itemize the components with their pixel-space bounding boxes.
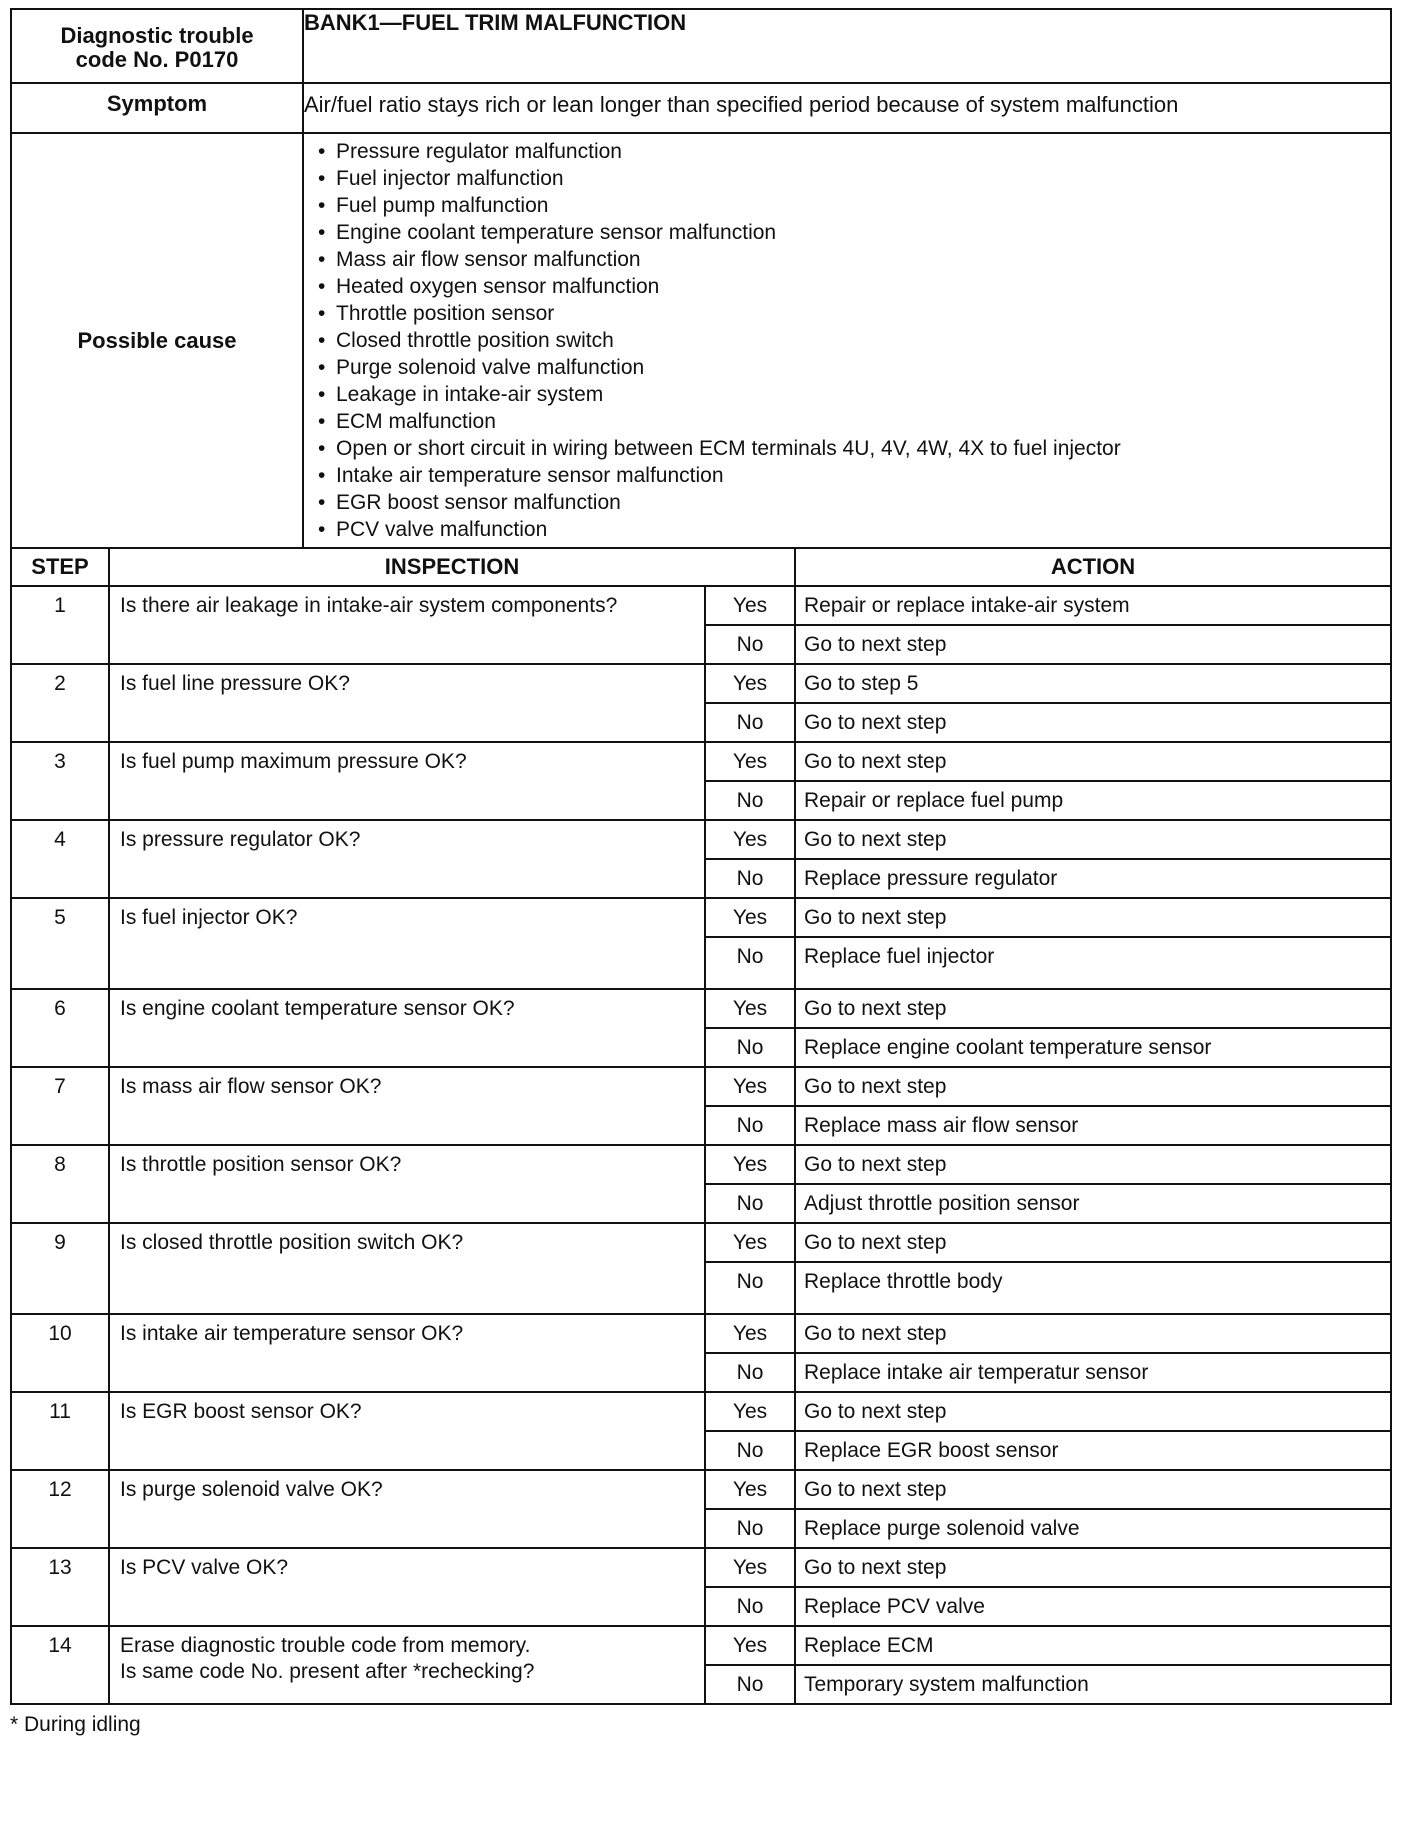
no-action: Replace intake air temperatur sensor [795, 1353, 1391, 1392]
no-action: Adjust throttle position sensor [795, 1184, 1391, 1223]
inspection-table [10, 547, 1392, 1705]
possible-cause-list [304, 134, 1390, 547]
yes-action: Go to next step [795, 1067, 1391, 1106]
no-action: Replace throttle body [795, 1262, 1391, 1314]
step-number: 7 [11, 1067, 109, 1145]
no-action: Go to next step [795, 703, 1391, 742]
step-row [11, 1223, 1391, 1262]
col-action-header: ACTION [795, 548, 1391, 586]
yes-label: Yes [705, 664, 795, 703]
yes-label: Yes [705, 1067, 795, 1106]
yes-action: Go to next step [795, 1392, 1391, 1431]
no-label: No [705, 1106, 795, 1145]
step-number: 8 [11, 1145, 109, 1223]
footnote: * During idling [10, 1713, 141, 1736]
possible-cause-item: • Fuel pump malfunction [316, 192, 1382, 219]
symptom-label: Symptom [11, 83, 303, 133]
step-inspection: Is fuel injector OK? [109, 898, 705, 989]
possible-cause-item: • Leakage in intake-air system [316, 381, 1382, 408]
no-label: No [705, 1184, 795, 1223]
dtc-header-table [10, 8, 1392, 549]
step-inspection: Is pressure regulator OK? [109, 820, 705, 898]
step-inspection: Is purge solenoid valve OK? [109, 1470, 705, 1548]
possible-cause-item: • ECM malfunction [316, 408, 1382, 435]
step-number: 5 [11, 898, 109, 989]
no-label: No [705, 1028, 795, 1067]
possible-cause-item: • Open or short circuit in wiring between ECM terminals 4U, 4V, 4W, 4X to fuel injector [316, 435, 1382, 462]
step-inspection: Is closed throttle position switch OK? [109, 1223, 705, 1314]
possible-cause-item: • PCV valve malfunction [316, 516, 1382, 543]
yes-label: Yes [705, 1626, 795, 1665]
yes-label: Yes [705, 1470, 795, 1509]
possible-cause-label: Possible cause [11, 133, 303, 548]
step-number: 4 [11, 820, 109, 898]
yes-action: Go to next step [795, 820, 1391, 859]
no-label: No [705, 1353, 795, 1392]
step-number: 6 [11, 989, 109, 1067]
yes-label: Yes [705, 586, 795, 625]
possible-cause-item: • Mass air flow sensor malfunction [316, 246, 1382, 273]
yes-label: Yes [705, 1223, 795, 1262]
possible-cause-item: • Purge solenoid valve malfunction [316, 354, 1382, 381]
step-inspection: Is throttle position sensor OK? [109, 1145, 705, 1223]
no-label: No [705, 625, 795, 664]
step-number: 14 [11, 1626, 109, 1704]
no-action: Temporary system malfunction [795, 1665, 1391, 1704]
diagnostic-document [10, 8, 1390, 1737]
dtc-code-label-line1: Diagnostic trouble [60, 23, 254, 48]
no-action: Replace engine coolant temperature sensor [795, 1028, 1391, 1067]
no-label: No [705, 1587, 795, 1626]
yes-label: Yes [705, 820, 795, 859]
step-row [11, 1314, 1391, 1353]
possible-cause-item: • Closed throttle position switch [316, 327, 1382, 354]
dtc-code-label-line2: code No. P0170 [75, 47, 239, 72]
possible-cause-item: • Intake air temperature sensor malfunction [316, 462, 1382, 489]
yes-action: Go to step 5 [795, 664, 1391, 703]
yes-action: Go to next step [795, 1314, 1391, 1353]
step-row [11, 1392, 1391, 1431]
step-inspection: Is PCV valve OK? [109, 1548, 705, 1626]
no-action: Replace PCV valve [795, 1587, 1391, 1626]
yes-action: Repair or replace intake-air system [795, 586, 1391, 625]
no-label: No [705, 703, 795, 742]
no-label: No [705, 1431, 795, 1470]
yes-action: Replace ECM [795, 1626, 1391, 1665]
step-inspection: Is engine coolant temperature sensor OK? [109, 989, 705, 1067]
possible-cause-cell [303, 133, 1391, 548]
step-inspection-line: Is same code No. present after *rechecking? [120, 1660, 535, 1683]
step-number: 11 [11, 1392, 109, 1470]
step-row [11, 898, 1391, 937]
dtc-title: BANK1—FUEL TRIM MALFUNCTION [303, 9, 1391, 83]
dtc-code-label [11, 9, 303, 83]
no-label: No [705, 1509, 795, 1548]
yes-label: Yes [705, 1314, 795, 1353]
step-row [11, 1067, 1391, 1106]
yes-label: Yes [705, 989, 795, 1028]
yes-action: Go to next step [795, 742, 1391, 781]
step-row [11, 1626, 1391, 1665]
no-action: Replace pressure regulator [795, 859, 1391, 898]
yes-action: Go to next step [795, 1470, 1391, 1509]
yes-action: Go to next step [795, 989, 1391, 1028]
yes-label: Yes [705, 742, 795, 781]
possible-cause-item: • Fuel injector malfunction [316, 165, 1382, 192]
step-row [11, 1548, 1391, 1587]
possible-cause-item: • Engine coolant temperature sensor malfunction [316, 219, 1382, 246]
step-inspection: Is there air leakage in intake-air system components? [109, 586, 705, 664]
yes-action: Go to next step [795, 1223, 1391, 1262]
no-action: Replace fuel injector [795, 937, 1391, 989]
step-inspection: Is fuel pump maximum pressure OK? [109, 742, 705, 820]
inspection-table-header [11, 548, 1391, 586]
possible-cause-item: • Heated oxygen sensor malfunction [316, 273, 1382, 300]
possible-cause-item: • Pressure regulator malfunction [316, 138, 1382, 165]
no-label: No [705, 1262, 795, 1314]
inspection-table-body [11, 586, 1391, 1704]
no-label: No [705, 937, 795, 989]
step-number: 13 [11, 1548, 109, 1626]
yes-action: Go to next step [795, 1145, 1391, 1184]
no-action: Replace EGR boost sensor [795, 1431, 1391, 1470]
step-number: 12 [11, 1470, 109, 1548]
no-action: Replace mass air flow sensor [795, 1106, 1391, 1145]
step-row [11, 1470, 1391, 1509]
step-inspection [109, 1626, 705, 1704]
step-inspection: Is intake air temperature sensor OK? [109, 1314, 705, 1392]
possible-cause-item: • Throttle position sensor [316, 300, 1382, 327]
step-row [11, 742, 1391, 781]
yes-action: Go to next step [795, 898, 1391, 937]
step-row [11, 586, 1391, 625]
yes-label: Yes [705, 898, 795, 937]
no-label: No [705, 1665, 795, 1704]
step-row [11, 820, 1391, 859]
step-inspection: Is fuel line pressure OK? [109, 664, 705, 742]
step-row [11, 1145, 1391, 1184]
no-action: Replace purge solenoid valve [795, 1509, 1391, 1548]
step-number: 1 [11, 586, 109, 664]
no-action: Repair or replace fuel pump [795, 781, 1391, 820]
col-inspection-header: INSPECTION [109, 548, 795, 586]
step-number: 3 [11, 742, 109, 820]
symptom-text: Air/fuel ratio stays rich or lean longer than specified period because of system malfunction [303, 83, 1391, 133]
yes-label: Yes [705, 1392, 795, 1431]
step-number: 9 [11, 1223, 109, 1314]
step-inspection-line: Erase diagnostic trouble code from memory. [120, 1634, 531, 1657]
no-action: Go to next step [795, 625, 1391, 664]
possible-cause-item: • EGR boost sensor malfunction [316, 489, 1382, 516]
step-inspection: Is mass air flow sensor OK? [109, 1067, 705, 1145]
step-row [11, 664, 1391, 703]
yes-action: Go to next step [795, 1548, 1391, 1587]
step-inspection: Is EGR boost sensor OK? [109, 1392, 705, 1470]
col-step-header: STEP [11, 548, 109, 586]
step-row [11, 989, 1391, 1028]
step-number: 2 [11, 664, 109, 742]
yes-label: Yes [705, 1145, 795, 1184]
step-number: 10 [11, 1314, 109, 1392]
yes-label: Yes [705, 1548, 795, 1587]
no-label: No [705, 859, 795, 898]
no-label: No [705, 781, 795, 820]
